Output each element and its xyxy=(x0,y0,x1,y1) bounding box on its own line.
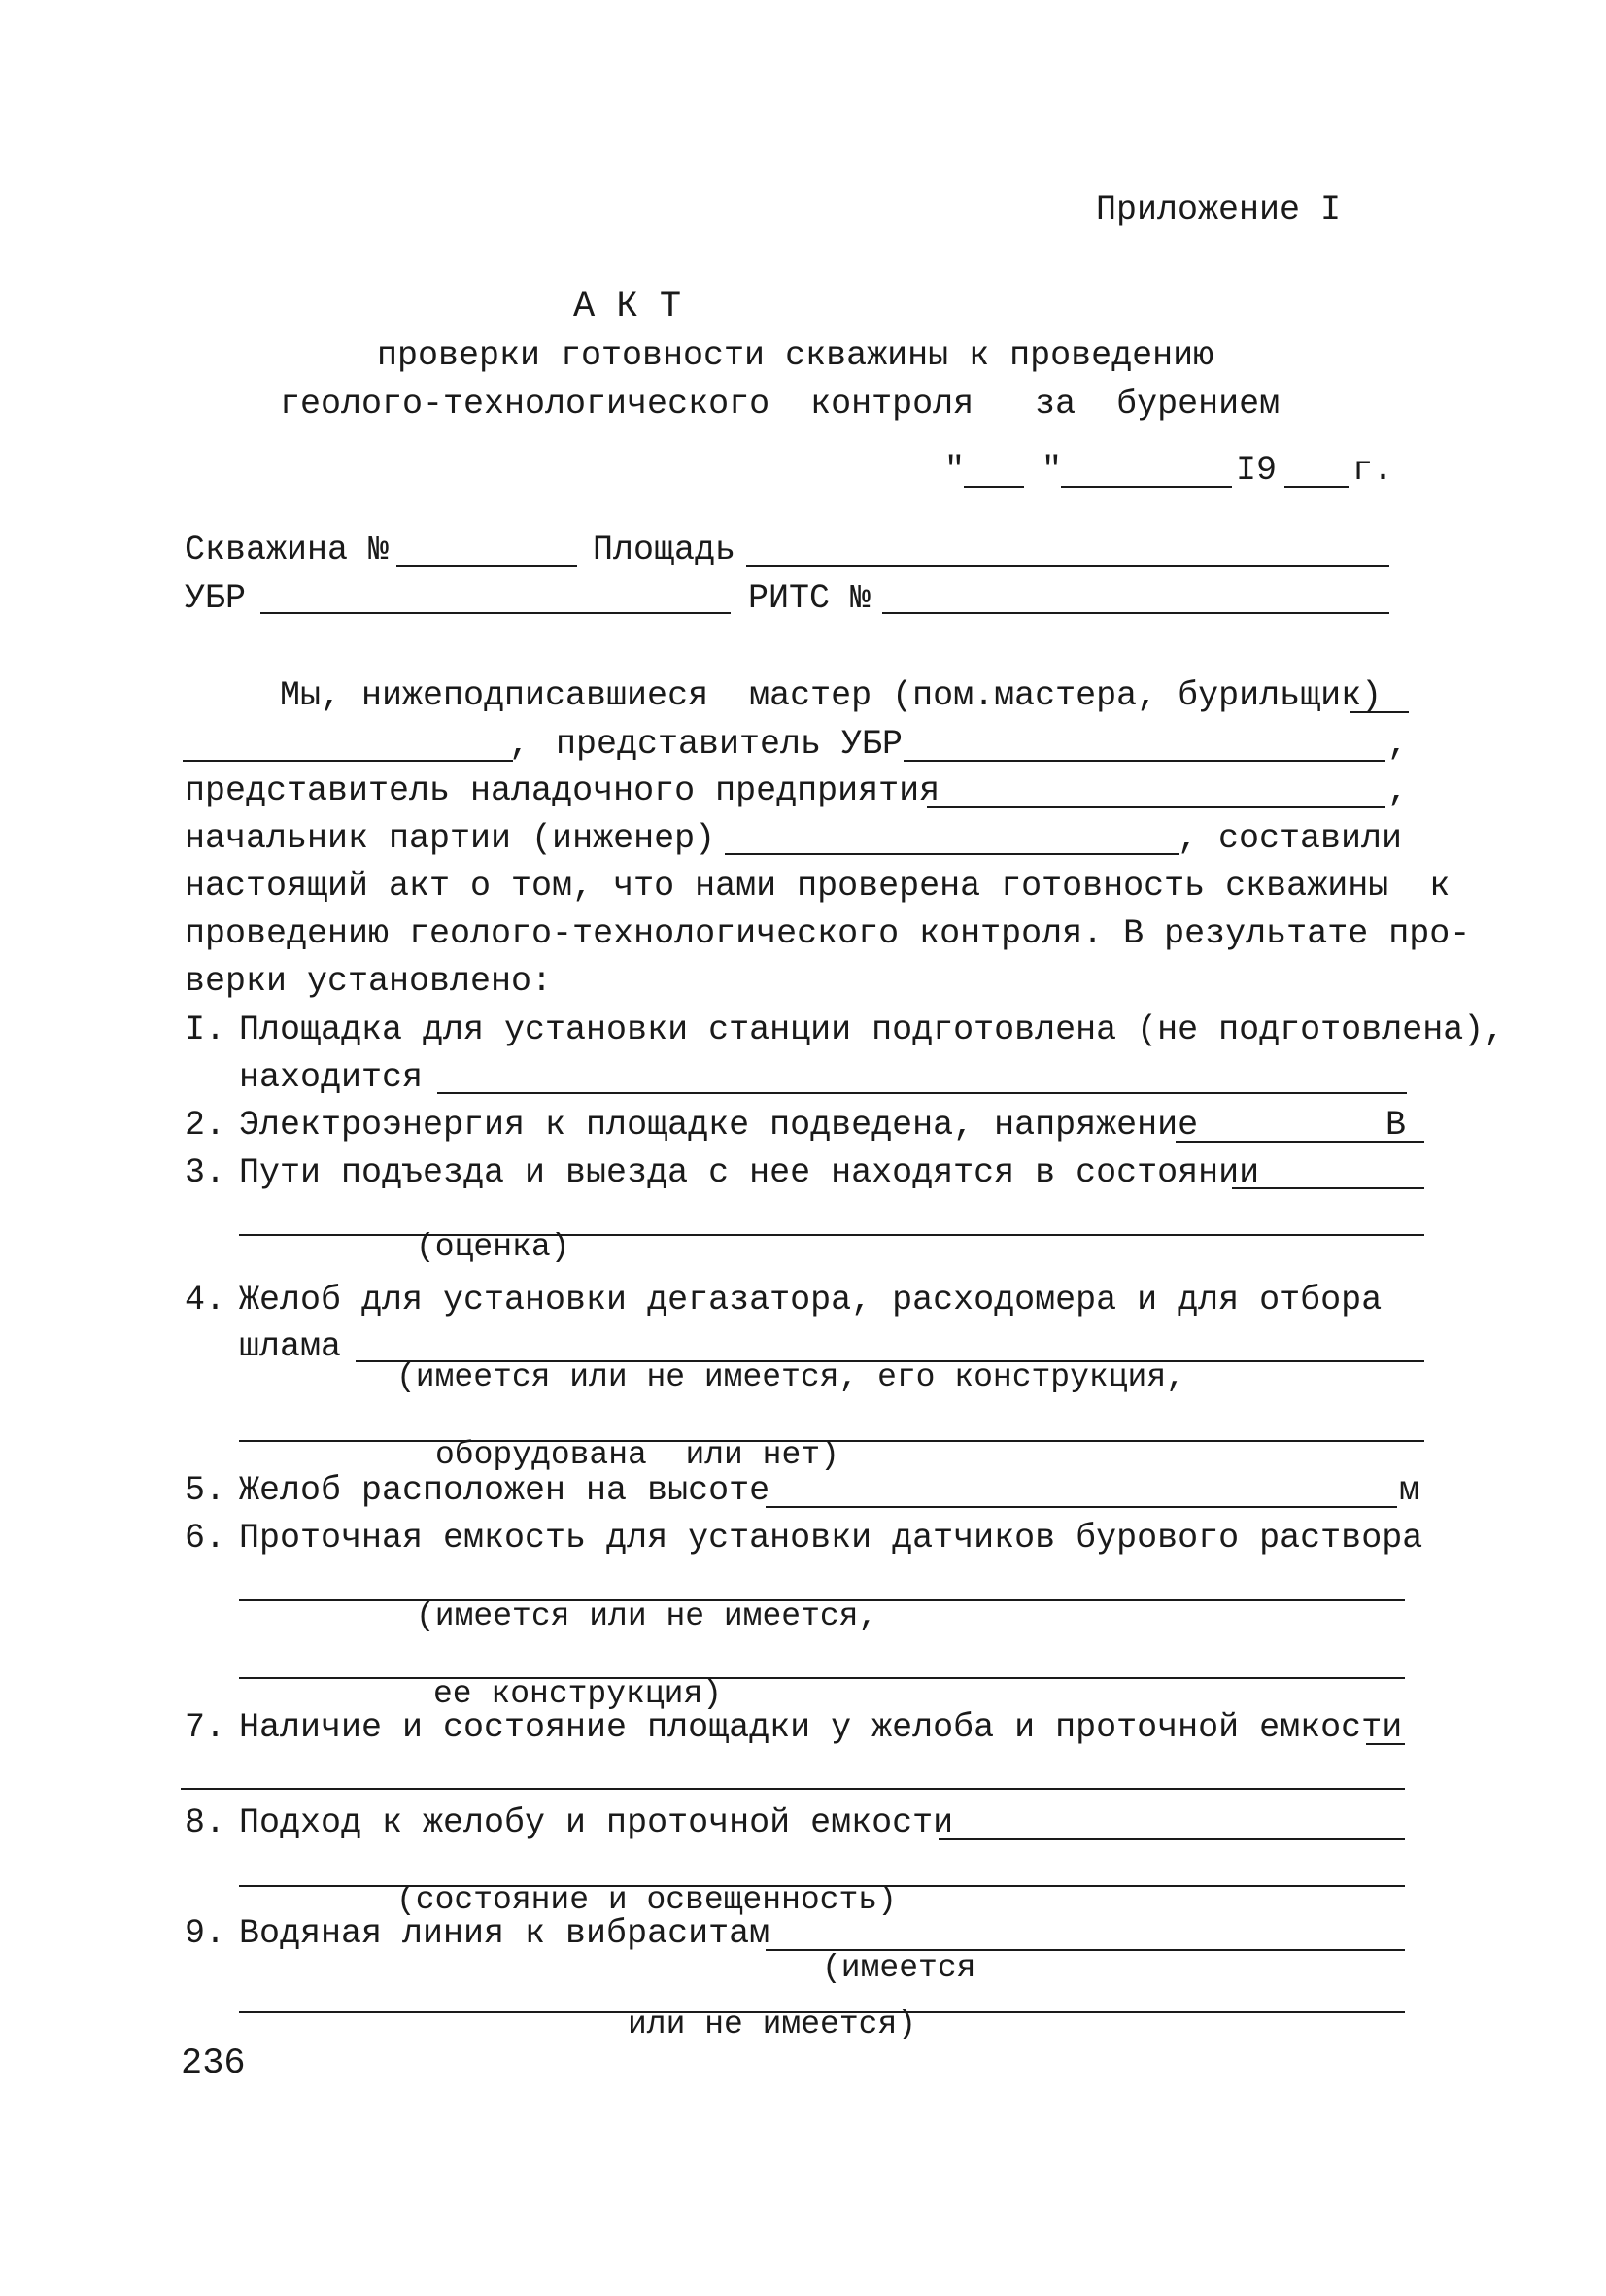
body-line-2-end: , xyxy=(1387,725,1409,764)
item-3-field[interactable] xyxy=(1232,1187,1424,1189)
item-8-text: Подход к желобу и проточной емкости xyxy=(239,1803,954,1842)
item-4-text: Желоб для установки дегазатора, расходомера и для отбора xyxy=(239,1281,1383,1319)
body-line-3-end: , xyxy=(1387,771,1409,810)
item-1-cont: находится xyxy=(239,1058,424,1097)
ubr-field[interactable] xyxy=(260,612,731,614)
item-6-number: 6. xyxy=(185,1519,226,1558)
item-3-number: 3. xyxy=(185,1153,226,1192)
document-subtitle-line2: геолого-технологического контроля за бурением xyxy=(280,385,1281,424)
well-label: Скважина № xyxy=(185,531,390,569)
item-1-text: Площадка для установки станции подготовлена (не подготовлена), xyxy=(239,1011,1505,1049)
body-line-4-end: , составили xyxy=(1178,819,1403,858)
date-year-prefix: I9 xyxy=(1236,451,1278,490)
item-9-text: Водяная линия к вибраситам xyxy=(239,1914,770,1953)
item-3-text: Пути подъезда и выезда с нее находятся в состоянии xyxy=(239,1153,1260,1192)
body-line-7: верки установлено: xyxy=(185,962,553,1001)
master-field[interactable] xyxy=(1350,711,1409,713)
item-8-field[interactable] xyxy=(939,1838,1405,1840)
item-2-text: Электроэнергия к площадке подведена, напряжение xyxy=(239,1106,1199,1145)
document-subtitle-line1: проверки готовности скважины к проведению xyxy=(377,336,1214,375)
item-7-text: Наличие и состояние площадки у желоба и проточной емкости xyxy=(239,1708,1403,1747)
item-8-number: 8. xyxy=(185,1803,226,1842)
item-2-unit: В xyxy=(1385,1106,1407,1145)
item-6-hint-2: ее конструкция) xyxy=(433,1676,723,1712)
item-1-field[interactable] xyxy=(437,1092,1407,1094)
item-7-field-cont[interactable] xyxy=(181,1788,1405,1790)
date-year-line[interactable] xyxy=(1284,486,1349,488)
body-line-4: начальник партии (инженер) xyxy=(185,819,716,858)
master-field-cont[interactable] xyxy=(183,760,513,762)
date-year-suffix: г. xyxy=(1352,451,1394,490)
rits-field[interactable] xyxy=(882,612,1389,614)
body-line-1: Мы, нижеподписавшиеся мастер (пом.мастера, бурильщик) xyxy=(280,676,1383,715)
item-4-number: 4. xyxy=(185,1281,226,1319)
item-6-field-cont[interactable] xyxy=(239,1677,1405,1679)
item-1-number: I. xyxy=(185,1011,226,1049)
appendix-label: Приложение I xyxy=(1096,190,1342,229)
body-line-2-text: представитель УБР xyxy=(556,725,904,764)
date-day-line[interactable] xyxy=(964,486,1024,488)
item-9-number: 9. xyxy=(185,1914,226,1953)
date-month-line[interactable] xyxy=(1061,486,1232,488)
item-9-hint-1: (имеется xyxy=(822,1950,976,1986)
item-4-hint-2: оборудована или нет) xyxy=(435,1437,839,1473)
item-7-field[interactable] xyxy=(1366,1743,1405,1745)
area-field[interactable] xyxy=(746,565,1389,567)
ubr-label: УБР xyxy=(185,579,247,618)
ubr-representative-field[interactable] xyxy=(904,760,1385,762)
document-title: А К Т xyxy=(573,287,682,327)
item-5-text: Желоб расположен на высоте xyxy=(239,1471,770,1510)
item-7-number: 7. xyxy=(185,1708,226,1747)
rits-label: РИТС № xyxy=(748,579,871,618)
date-quote-open: " xyxy=(944,451,966,490)
body-line-6: проведению геолого-технологического контроля. В результате про- xyxy=(185,914,1471,953)
item-8-hint: (состояние и освещенность) xyxy=(396,1882,897,1918)
body-line-5: настоящий акт о том, что нами проверена готовность скважины к xyxy=(185,867,1451,906)
item-3-hint: (оценка) xyxy=(416,1229,570,1265)
item-4-cont: шлама xyxy=(239,1327,342,1366)
body-line-3: представитель наладочного предприятия xyxy=(185,771,940,810)
well-number-field[interactable] xyxy=(396,565,577,567)
item-5-field[interactable] xyxy=(766,1506,1397,1508)
item-6-hint-1: (имеется или не имеется, xyxy=(416,1598,878,1634)
date-quote-close: " xyxy=(1042,451,1063,490)
item-5-number: 5. xyxy=(185,1471,226,1510)
page-number: 236 xyxy=(181,2043,246,2084)
setup-representative-field[interactable] xyxy=(927,806,1385,808)
area-label: Площадь xyxy=(593,531,736,569)
body-line-2-comma: , xyxy=(509,725,530,764)
item-2-number: 2. xyxy=(185,1106,226,1145)
item-9-hint-2: или не имеется) xyxy=(628,2006,917,2042)
item-6-text: Проточная емкость для установки датчиков бурового раствора xyxy=(239,1519,1423,1558)
item-5-unit: м xyxy=(1399,1471,1420,1510)
party-head-field[interactable] xyxy=(725,853,1179,855)
item-4-hint-1: (имеется или не имеется, его конструкция, xyxy=(396,1359,1185,1395)
